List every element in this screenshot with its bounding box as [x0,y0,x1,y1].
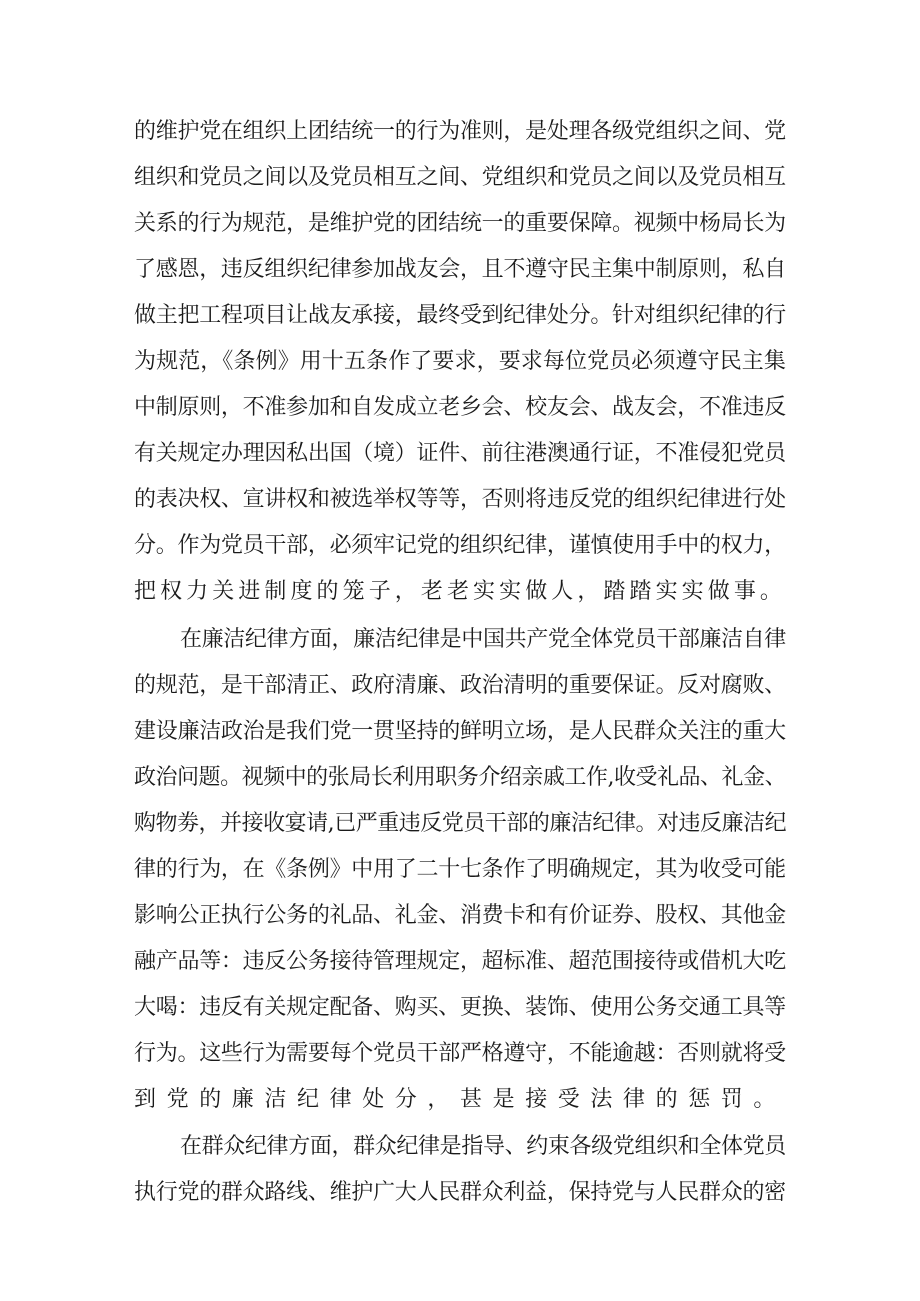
line-text: 影响公正执行公务的礼品、礼金、消费卡和有价证券、股权、其他金 [134,903,786,928]
line-text: 大喝：违反有关规定配备、购买、更换、装饰、使用公务交通工具等 [134,995,786,1020]
line-text: 组织和党员之间以及党员相互之间、党组织和党员之间以及党员相互 [134,165,786,190]
text-line [0,250,920,290]
line-text: 为规范，《条例》用十五条作了要求，要求每位党员必须遵守民主集 [134,349,787,374]
line-text: 行为。这些行为需要每个党员干部严格遵守，不能逾越：否则就将受 [134,1041,786,1066]
text-line [0,988,920,1028]
line-text: 了感恩，违反组织纪律参加战友会，且不遵守民主集中制原则，私自 [134,257,786,282]
line-text: 做主把工程项目让战友承接，最终受到纪律处分。针对组织纪律的行 [134,303,786,328]
text-line [0,526,920,566]
text-line [0,850,920,890]
text-line [0,1034,920,1074]
text-line [0,758,920,798]
text-line [0,666,920,706]
line-text: 的规范，是干部清正、政府清廉、政治清明的重要保证。反对腐败、 [134,673,786,698]
text-line [0,480,920,520]
line-text: 的表决权、宣讲权和被选举权等等，否则将违反党的组织纪律进行处 [134,487,786,512]
line-text: 把权力关进制度的笼子，老老实实做人，踏踏实实做事。 [134,579,787,604]
line-text: 关系的行为规范，是维护党的团结统一的重要保障。视频中杨局长为 [134,211,786,236]
text-line [0,1080,920,1120]
line-text: 建设廉洁政治是我们党一贯坚持的鲜明立场，是人民群众关注的重大 [134,719,786,744]
line-text: 中制原则，不准参加和自发成立老乡会、校友会、战友会，不准违反 [134,395,786,420]
text-line [0,296,920,336]
paragraph-first-line [0,1127,920,1167]
text-line [0,896,920,936]
text-line [0,804,920,844]
line-text: 融产品等：违反公务接待管理规定，超标准、超范围接待或借机大吃 [134,949,786,974]
text-line [0,388,920,428]
line-text: 有关规定办理因私出国（境）证件、前往港澳通行证，不准侵犯党员 [134,441,786,466]
line-text: 在廉洁纪律方面，廉洁纪律是中国共产党全体党员干部廉洁自律 [180,627,786,652]
line-text: 在群众纪律方面，群众纪律是指导、约束各级党组织和全体党员 [180,1134,786,1159]
line-text: 购物劵，并接收宴请,已严重违反党员干部的廉洁纪律。对违反廉洁纪 [134,811,787,836]
text-line [0,342,920,382]
text-line [0,158,920,198]
line-text: 政治问题。视频中的张局长利用职务介绍亲戚工作,收受礼品、礼金、 [134,765,787,790]
text-line [0,434,920,474]
line-text: 的维护党在组织上团结统一的行为准则，是处理各级党组织之间、党 [134,119,786,144]
line-text: 执行党的群众路线、维护广大人民群众利益，保持党与人民群众的密 [134,1180,786,1205]
text-line [0,112,920,152]
line-text: 到党的廉洁纪律处分，甚是接受法律的惩罚。 [134,1087,787,1112]
text-line [0,942,920,982]
text-line [0,712,920,752]
paragraph-first-line [0,620,920,660]
text-line [0,572,920,612]
line-text: 分。作为党员干部，必须牢记党的组织纪律，谨慎使用手中的权力， [134,533,786,558]
line-text: 律的行为，在《条例》中用了二十七条作了明确规定，其为收受可能 [134,857,786,882]
text-line [0,1173,920,1213]
text-line [0,204,920,244]
